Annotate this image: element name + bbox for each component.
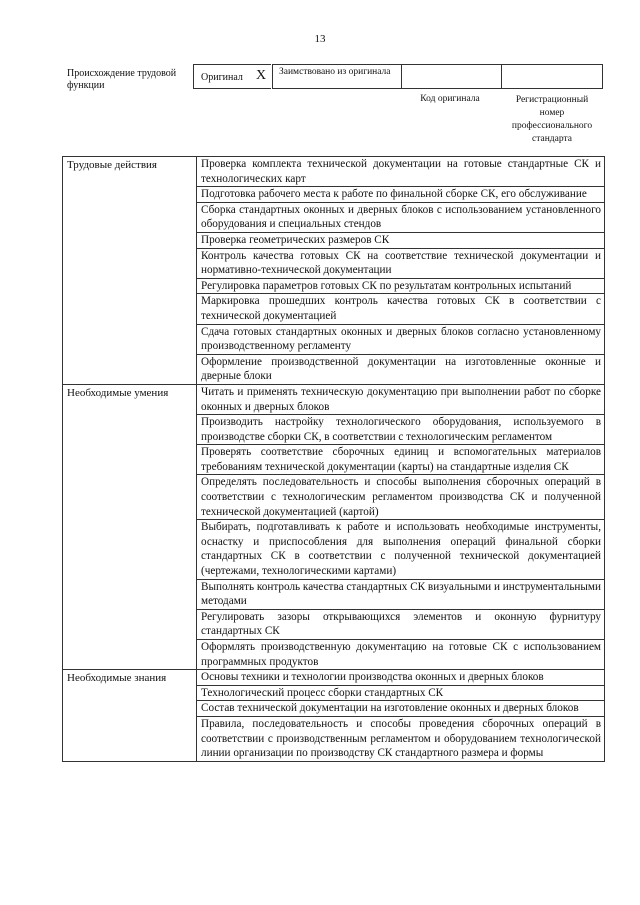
section-title: Необходимые знания: [63, 670, 197, 762]
labor-function-table: [62, 156, 605, 762]
list-item: Определять последовательность и способы выполнения сборочных операций в соответствии с технологическим регламентом производства СК и полученной технической документацией (картой): [197, 475, 605, 520]
original-box: [193, 64, 271, 89]
list-item: Выбирать, подготавливать к работе и использовать необходимые инструменты, оснастку и приспособления для выполнения операций финальной сборки стандартных СК в соответствии с полученной технической документацией (чертежами, технологическими картами): [197, 520, 605, 579]
list-item: Оформление производственной документации на изготовленные оконные и дверные блоки: [197, 354, 605, 384]
table-row: [63, 670, 605, 686]
list-item: Производить настройку технологического оборудования, используемого в производстве сборки СК, в соответствии с технологическим регламентом: [197, 415, 605, 445]
list-item: Проверка комплекта технической документации на готовые стандартные СК и технологических карт: [197, 157, 605, 187]
code-label: Код оригинала: [420, 94, 480, 104]
table-row: [63, 384, 605, 414]
original-label: Оригинал: [201, 72, 243, 83]
table-row: [63, 157, 605, 187]
list-item: Подготовка рабочего места к работе по финальной сборке СК, его обслуживание: [197, 187, 605, 203]
list-item: Регулировать зазоры открывающихся элементов и оконную фурнитуру стандартных СК: [197, 609, 605, 639]
list-item: Оформлять производственную документацию на готовые СК с использованием программных продуктов: [197, 640, 605, 670]
list-item: Состав технической документации на изготовление оконных и дверных блоков: [197, 701, 605, 717]
list-item: Контроль качества готовых СК на соответствие технической документации и нормативно-технической документации: [197, 248, 605, 278]
list-item: Проверять соответствие сборочных единиц и вспомогательных материалов требованиям технической документации (карты) на стандартные изделия СК: [197, 445, 605, 475]
list-item: Основы техники и технологии производства оконных и дверных блоков: [197, 670, 605, 686]
reg-number-box: [501, 64, 603, 89]
original-mark: X: [256, 68, 267, 83]
origin-label: Происхождение трудовой функции: [67, 68, 177, 91]
code-box: [401, 64, 501, 89]
list-item: Проверка геометрических размеров СК: [197, 232, 605, 248]
list-item: Регулировка параметров готовых СК по результатам контрольных испытаний: [197, 278, 605, 294]
list-item: Сдача готовых стандартных оконных и дверных блоков согласно установленному производственному регламенту: [197, 324, 605, 354]
borrowed-label: Заимствовано из оригинала: [272, 64, 401, 89]
list-item: Выполнять контроль качества стандартных СК визуальными и инструментальными методами: [197, 579, 605, 609]
list-item: Технологический процесс сборки стандартных СК: [197, 685, 605, 701]
section-title: Трудовые действия: [63, 157, 197, 385]
list-item: Правила, последовательность и способы проведения сборочных операций в соответствии с производственным регламентом и оборудованием технологической линии организации по производству СК стандартного размера и формы: [197, 716, 605, 761]
list-item: Маркировка прошедших контроль качества готовых СК в соответствии с технической документацией: [197, 294, 605, 324]
list-item: Сборка стандартных оконных и дверных блоков с использованием установленного оборудования и специальных стендов: [197, 202, 605, 232]
reg-number-label: Регистрационный номер профессионального стандарта: [511, 95, 593, 144]
list-item: Читать и применять техническую документацию при выполнении работ по сборке оконных и дверных блоков: [197, 384, 605, 414]
page-number: 13: [314, 33, 326, 45]
section-title: Необходимые умения: [63, 384, 197, 669]
